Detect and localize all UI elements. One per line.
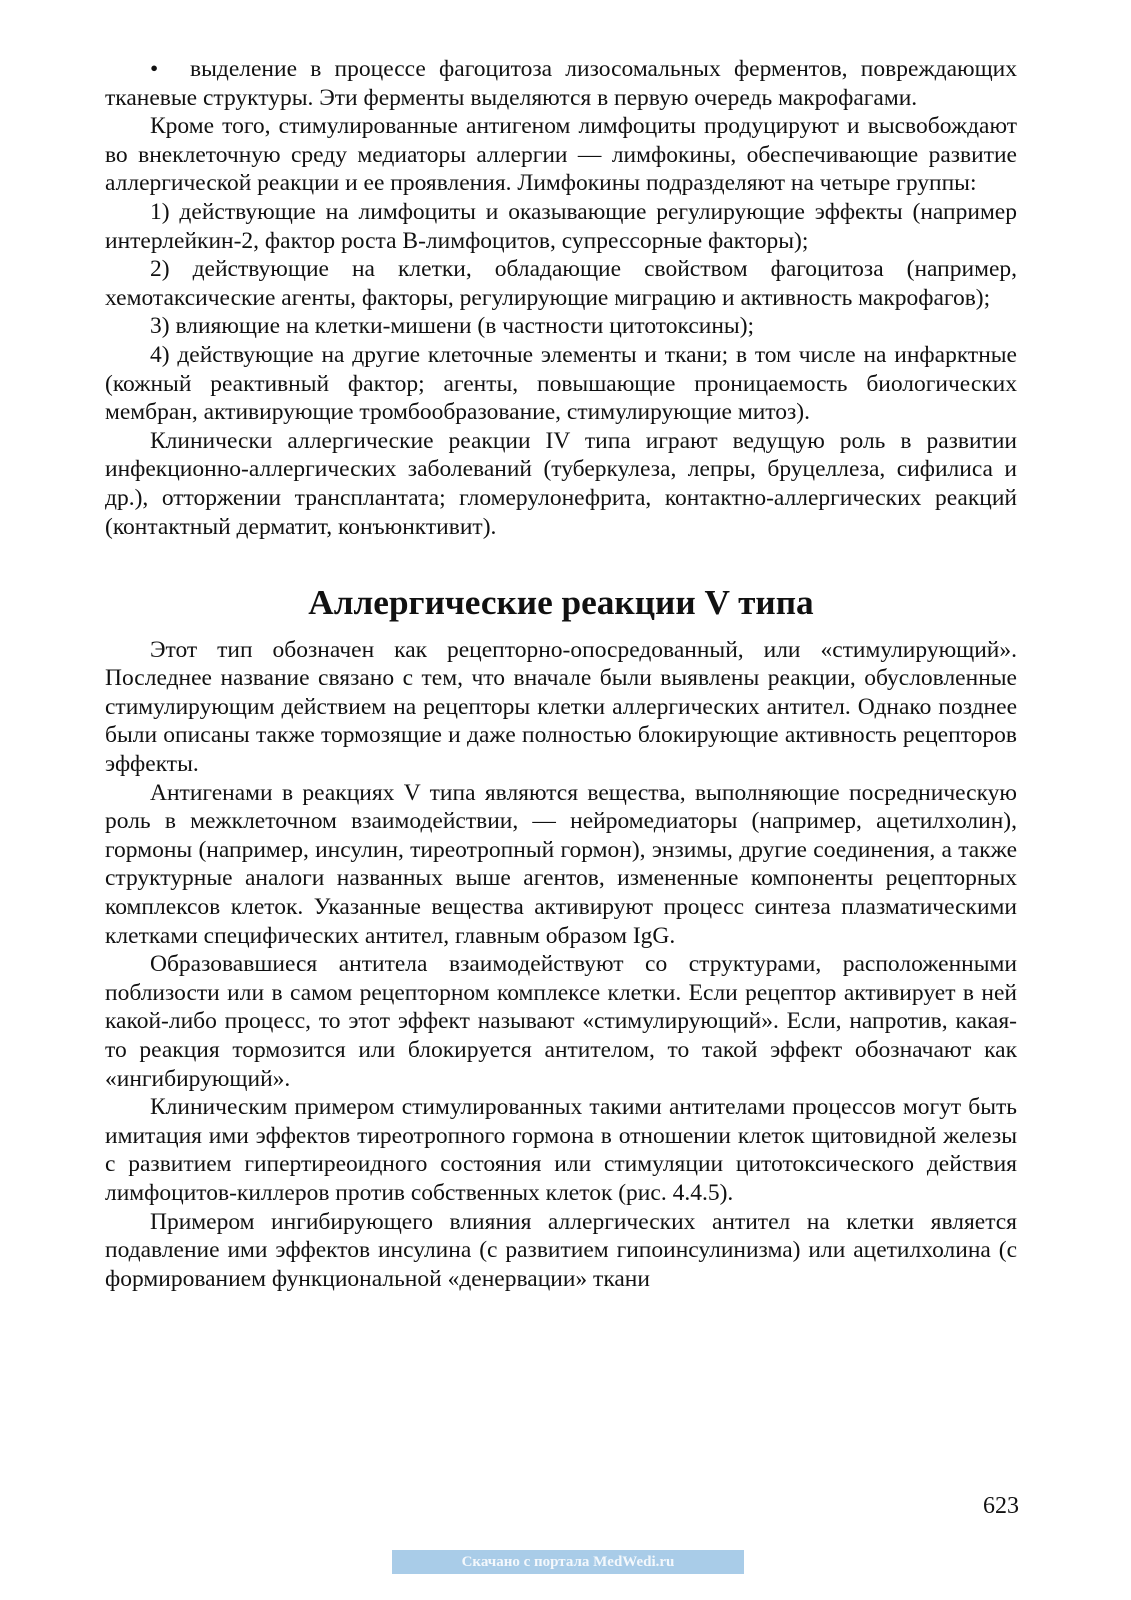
list-item-4: 4) действующие на другие клеточные элементы и ткани; в том числе на инфарктные (кожный реактивный фактор; агенты, повышающие проницаемость биологических мембран, активирующие тромбообразование, стимулирующие митоз). — [105, 341, 1017, 426]
paragraph: Образовавшиеся антитела взаимодействуют со структурами, расположенными поблизости или в самом рецепторном комплексе клетки. Если рецептор активирует в ней какой-либо процесс, то этот эффект называют «стимулирующий». Если, напротив, какая-то реакция тормозится или блокируется антителом, то такой эффект обозначают как «ингибирующий». — [105, 951, 1017, 1092]
watermark-banner: Скачано с портала MedWedi.ru — [392, 1550, 744, 1574]
list-item-3: 3) влияющие на клетки-мишени (в частности цитотоксины); — [150, 313, 755, 340]
bullet-paragraph — [105, 55, 1017, 112]
list-item-1: 1) действующие на лимфоциты и оказывающие регулирующие эффекты (например интерлейкин-2, фактор роста В-лимфоцитов, супрессорные факторы); — [105, 198, 1017, 254]
bullet-icon: • — [150, 56, 159, 82]
document-page — [105, 55, 1017, 1293]
paragraph: Антигенами в реакциях V типа являются вещества, выполняющие посредническую роль в межклеточном взаимодействии, — нейромедиаторы (например, ацетилхолин), гормоны (например, инсулин, тиреотропный гормон), энзимы, другие соединения, а также структурные аналоги названных выше агентов, измененные компоненты рецепторных комплексов клеток. Указанные вещества активируют процесс синтеза плазматическими клетками специфических антител, главным образом IgG. — [105, 779, 1017, 949]
paragraph: Этот тип обозначен как рецепторно-опосредованный, или «стимулирующий». Последнее название связано с тем, что вначале были выявлены реакции, обусловленные стимулирующим действием на рецепторы клетки аллергических антител. Однако позднее были описаны также тормозящие и даже полностью блокирующие активность рецепторов эффекты. — [105, 636, 1017, 778]
list-item-2: 2) действующие на клетки, обладающие свойством фагоцитоза (например, хемотаксические агенты, факторы, регулирующие миграцию и активность макрофагов); — [105, 256, 1017, 311]
paragraph: Кроме того, стимулированные антигеном лимфоциты продуцируют и высвобождают во внеклеточную среду медиаторы аллергии — лимфокины, обеспечивающие развитие аллергической реакции и ее проявления. Лимфокины подразделяют на четыре группы: — [105, 113, 1017, 197]
section-heading: Аллергические реакции V типа — [308, 583, 814, 623]
paragraph: Клинически аллергические реакции IV типа играют ведущую роль в развитии инфекционно-аллергических заболеваний (туберкулеза, лепры, бруцеллеза, сифилиса и др.), отторжении трансплантата; гломерулонефрита, контактно-аллергических реакций (контактный дерматит, конъюнктивит). — [105, 427, 1017, 540]
paragraph: Примером ингибирующего влияния аллергических антител на клетки является подавление ими эффектов инсулина (с развитием гипоинсулинизма) или ацетилхолина (с формированием функциональной «денервации» ткани — [105, 1208, 1017, 1292]
page-number: 623 — [983, 1493, 1019, 1519]
paragraph: Клиническим примером стимулированных такими антителами процессов могут быть имитация ими эффектов тиреотропного гормона в отношении клеток щитовидной железы с развитием гипертиреоидного состояния или стимуляции цитотоксического действия лимфоцитов-киллеров против собственных клеток (рис. 4.4.5). — [105, 1094, 1017, 1206]
bullet-text: выделение в процессе фагоцитоза лизосомальных ферментов, повреждающих тканевые структуры. Эти ферменты выделяются в первую очередь макрофагами. — [105, 56, 1017, 111]
